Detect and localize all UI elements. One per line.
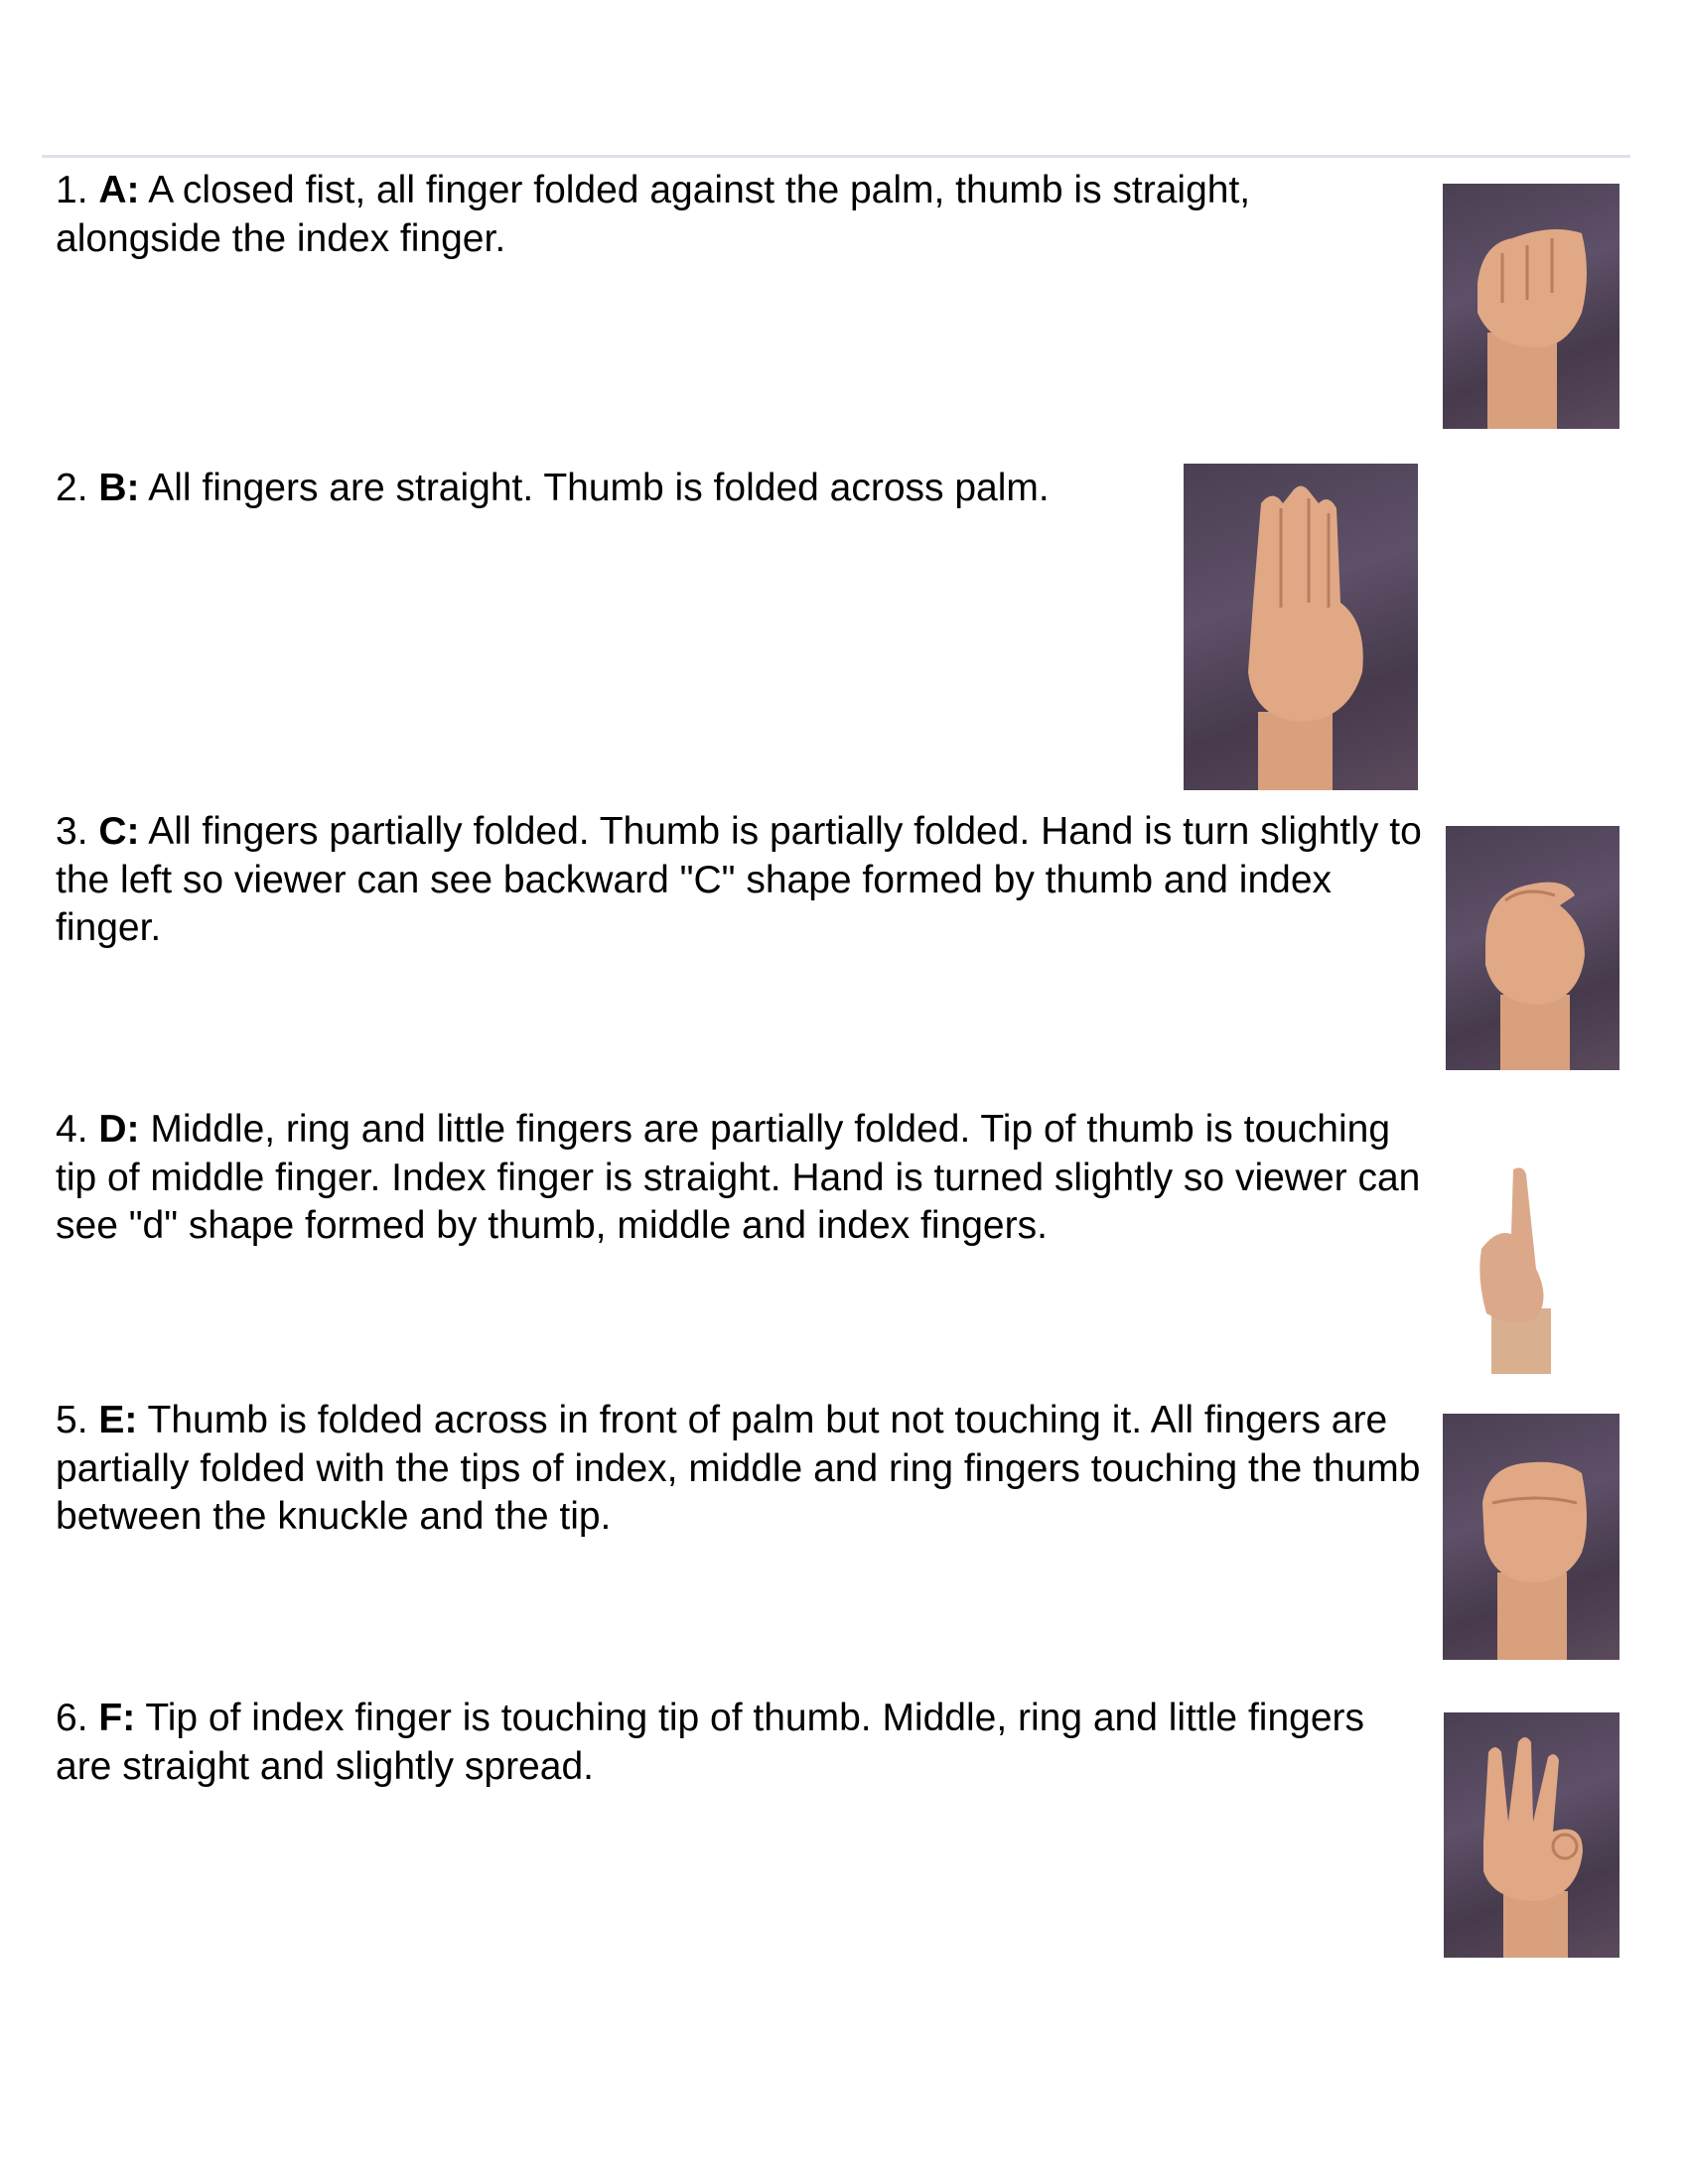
sign-item-a [56, 167, 1426, 263]
hand-sign-b-image [1184, 464, 1418, 790]
horizontal-divider [42, 155, 1630, 158]
item-description: Middle, ring and little fingers are partially folded. Tip of thumb is touching tip of middle finger. Index finger is straight. Hand is turned slightly so viewer can see "d" shape formed by thumb, middle and index fingers. [56, 1108, 1421, 1247]
sign-item-d [56, 1106, 1426, 1251]
hand-sign-a-image [1443, 184, 1619, 429]
sign-item-c [56, 808, 1426, 953]
item-letter: F: [98, 1697, 136, 1739]
item-description: Tip of index finger is touching tip of thumb. Middle, ring and little fingers are straight and slightly spread. [56, 1697, 1365, 1788]
item-number: 2. [56, 467, 88, 509]
item-letter: D: [98, 1108, 140, 1151]
hand-sign-d-image [1452, 1160, 1591, 1374]
item-description: All fingers are straight. Thumb is folded across palm. [139, 467, 1050, 509]
sign-item-e [56, 1397, 1426, 1542]
item-letter: C: [98, 810, 140, 853]
item-description: All fingers partially folded. Thumb is partially folded. Hand is turn slightly to the left so viewer can see backward "C" shape formed by thumb and index finger. [56, 810, 1422, 949]
hand-sign-e-image [1443, 1414, 1619, 1660]
hand-sign-c-image [1446, 826, 1619, 1070]
item-number: 1. [56, 169, 88, 211]
item-description: Thumb is folded across in front of palm but not touching it. All fingers are partially folded with the tips of index, middle and ring fingers touching the thumb between the knuckle and the tip. [56, 1399, 1421, 1538]
item-letter: E: [98, 1399, 138, 1441]
item-number: 3. [56, 810, 88, 853]
item-description: A closed fist, all finger folded against the palm, thumb is straight, alongside the index finger. [56, 169, 1251, 260]
hand-sign-f-image [1444, 1712, 1619, 1958]
sign-item-b [56, 465, 1168, 513]
item-number: 6. [56, 1697, 88, 1739]
item-number: 5. [56, 1399, 88, 1441]
sign-item-f [56, 1695, 1426, 1791]
item-number: 4. [56, 1108, 88, 1151]
item-letter: B: [98, 467, 140, 509]
item-letter: A: [98, 169, 140, 211]
